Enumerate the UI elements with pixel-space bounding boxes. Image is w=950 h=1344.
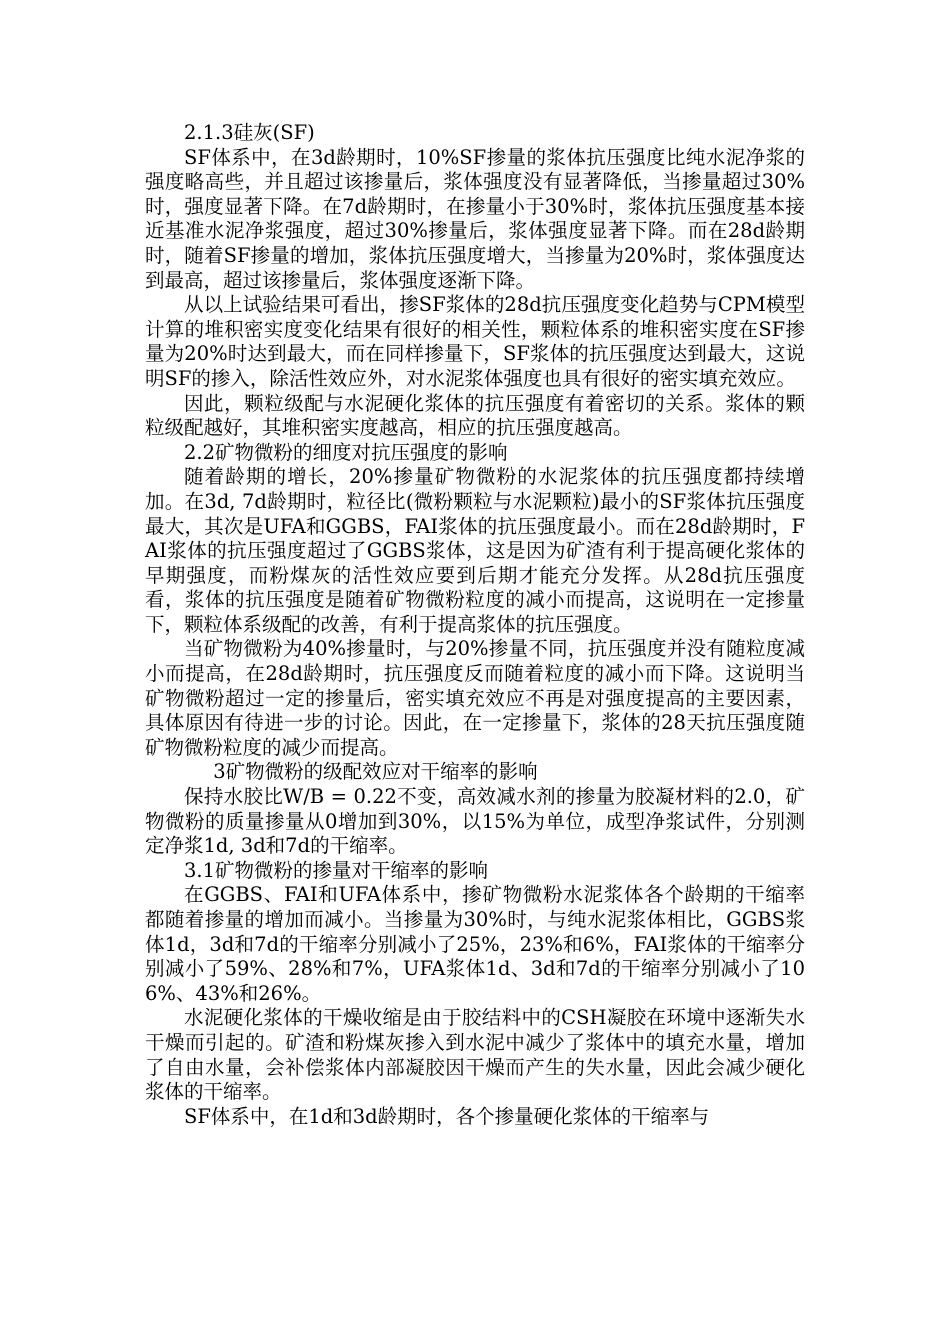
- paragraph-40-percent: 当矿物微粉为40%掺量时，与20%掺量不同，抗压强度并没有随粒度减小而提高，在28d龄期时，抗压强度反而随着粒度的减小而下降。这说明当矿物微粉超过一定的掺量后，密实填充效应不再是对强度提高的主要因素，具体原因有待进一步的讨论。因此，在一定掺量下，浆体的28天抗压强度随矿物微粉粒度的减少而提高。: [145, 637, 805, 759]
- document-body: [145, 121, 805, 1129]
- paragraph-test-setup: 保持水胶比W/B = 0.22不变，高效减水剂的掺量为胶凝材料的2.0，矿物微粉的质量掺量从0增加到30%，以15%为单位，成型净浆试件，分别测定净浆1d, 3d和7d的干缩率。: [145, 785, 805, 858]
- heading-3-1: 3.1矿物微粉的掺量对干缩率的影响: [184, 858, 489, 882]
- heading-3: 3矿物微粉的级配效应对干缩率的影响: [213, 760, 538, 784]
- heading-2-1-3: 2.1.3硅灰(SF): [184, 121, 315, 144]
- paragraph-shrinkage-results: 在GGBS、FAI和UFA体系中，掺矿物微粉水泥浆体各个龄期的干缩率都随着掺量的增加而减小。当掺量为30%时，与纯水泥浆体相比，GGBS浆体1d，3d和7d的干缩率分别减小了25%，23%和6%，FAI浆体的干缩率分别减小了59%、28%和7%，UFA浆体1d、3d和7d的干缩率分别减小了106%、43%和26%。: [145, 883, 805, 1005]
- heading-2-2: 2.2矿物微粉的细度对抗压强度的影响: [184, 440, 508, 464]
- paragraph-sf-shrinkage: SF体系中，在1d和3d龄期时，各个掺量硬化浆体的干缩率与: [184, 1104, 710, 1128]
- paragraph-gradation-conclusion: 因此，颗粒级配与水泥硬化浆体的抗压强度有着密切的关系。浆体的颗粒级配越好，其堆积密实度越高，相应的抗压强度越高。: [145, 391, 805, 440]
- paragraph-cpm-correlation: 从以上试验结果可看出，掺SF浆体的28d抗压强度变化趋势与CPM模型计算的堆积密实度变化结果有很好的相关性，颗粒体系的堆积密实度在SF掺量为20%时达到最大，而在同样掺量下，SF浆体的抗压强度达到最大，这说明SF的掺入，除活性效应外，对水泥浆体强度也具有很好的密实填充效应。: [145, 293, 805, 390]
- paragraph-shrinkage-mechanism: 水泥硬化浆体的干燥收缩是由于胶结料中的CSH凝胶在环境中逐渐失水干燥而引起的。矿渣和粉煤灰掺入到水泥中减少了浆体中的填充水量，增加了自由水量，会补偿浆体内部凝胶因干燥而产生的失水量，因此会减少硬化浆体的干缩率。: [145, 1006, 805, 1104]
- paragraph-age-growth: 随着龄期的增长，20%掺量矿物微粉的水泥浆体的抗压强度都持续增加。在3d, 7d龄期时，粒径比(微粉颗粒与水泥颗粒)最小的SF浆体抗压强度最大，其次是UFA和GGBS，FAI浆体的抗压强度最小。而在28d龄期时，FAI浆体的抗压强度超过了GGBS浆体，这是因为矿渣有利于提高硬化浆体的早期强度，而粉煤灰的活性效应要到后期才能充分发挥。从28d抗压强度看，浆体的抗压强度是随着矿物微粉粒度的减小而提高，这说明在一定掺量下，颗粒体系级配的改善，有利于提高浆体的抗压强度。: [145, 465, 805, 636]
- paragraph-sf-strength: SF体系中，在3d龄期时，10%SF掺量的浆体抗压强度比纯水泥净浆的强度略高些，并且超过该掺量后，浆体强度没有显著降低，当掺量超过30%时，强度显著下降。在7d龄期时，在掺量小于30%时，浆体抗压强度基本接近基准水泥净浆强度，超过30%掺量后，浆体强度显著下降。而在28d龄期时，随着SF掺量的增加，浆体抗压强度增大，当掺量为20%时，浆体强度达到最高，超过该掺量后，浆体强度逐渐下降。: [145, 145, 805, 292]
